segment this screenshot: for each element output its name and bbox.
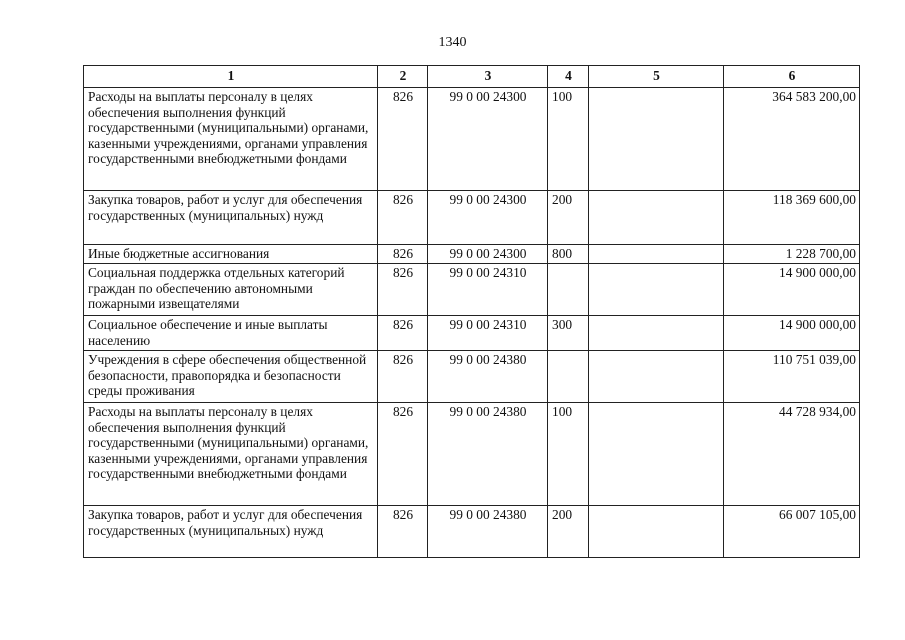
table-row [84,403,860,506]
row-name: Социальное обеспечение и иные выплаты населению [84,316,378,351]
row-col5 [589,506,724,558]
row-amount: 110 751 039,00 [724,351,860,403]
row-target-article: 99 0 00 24300 [428,191,548,245]
row-col5 [589,245,724,264]
row-target-article: 99 0 00 24300 [428,245,548,264]
row-code: 826 [378,316,428,351]
row-target-article: 99 0 00 24380 [428,506,548,558]
header-col-2: 2 [378,66,428,88]
header-col-6: 6 [724,66,860,88]
row-expense-type: 100 [548,403,589,506]
row-amount: 1 228 700,00 [724,245,860,264]
row-expense-type [548,351,589,403]
row-expense-type: 200 [548,506,589,558]
row-target-article: 99 0 00 24300 [428,88,548,191]
row-code: 826 [378,506,428,558]
row-expense-type: 100 [548,88,589,191]
row-name: Закупка товаров, работ и услуг для обеспечения государственных (муниципальных) нужд [84,506,378,558]
row-amount: 14 900 000,00 [724,316,860,351]
row-code: 826 [378,264,428,316]
row-code: 826 [378,245,428,264]
row-col5 [589,316,724,351]
table-row [84,506,860,558]
header-col-3: 3 [428,66,548,88]
table-row [84,351,860,403]
table-row [84,191,860,245]
budget-table [83,65,860,558]
row-code: 826 [378,403,428,506]
table-row [84,264,860,316]
row-col5 [589,191,724,245]
header-col-4: 4 [548,66,589,88]
row-amount: 44 728 934,00 [724,403,860,506]
row-amount: 118 369 600,00 [724,191,860,245]
row-expense-type: 200 [548,191,589,245]
row-amount: 66 007 105,00 [724,506,860,558]
row-name: Расходы на выплаты персоналу в целях обеспечения выполнения функций государственными (муниципальными) органами, казенными учреждениями, органами управления государственными внебюджетными фондами [84,403,378,506]
row-target-article: 99 0 00 24310 [428,316,548,351]
table-row [84,316,860,351]
row-target-article: 99 0 00 24380 [428,351,548,403]
header-col-1: 1 [84,66,378,88]
row-amount: 364 583 200,00 [724,88,860,191]
row-col5 [589,351,724,403]
row-name: Учреждения в сфере обеспечения общественной безопасности, правопорядка и безопасности среды проживания [84,351,378,403]
row-target-article: 99 0 00 24310 [428,264,548,316]
header-row [84,66,860,88]
row-code: 826 [378,88,428,191]
row-code: 826 [378,351,428,403]
row-amount: 14 900 000,00 [724,264,860,316]
row-col5 [589,88,724,191]
row-name: Иные бюджетные ассигнования [84,245,378,264]
header-col-5: 5 [589,66,724,88]
row-expense-type [548,264,589,316]
row-target-article: 99 0 00 24380 [428,403,548,506]
row-expense-type: 300 [548,316,589,351]
row-name: Социальная поддержка отдельных категорий граждан по обеспечению автономными пожарными извещателями [84,264,378,316]
row-code: 826 [378,191,428,245]
row-name: Закупка товаров, работ и услуг для обеспечения государственных (муниципальных) нужд [84,191,378,245]
row-col5 [589,403,724,506]
row-name: Расходы на выплаты персоналу в целях обеспечения выполнения функций государственными (муниципальными) органами, казенными учреждениями, органами управления государственными внебюджетными фондами [84,88,378,191]
page-number: 1340 [438,35,467,50]
row-col5 [589,264,724,316]
table-row [84,88,860,191]
table-row [84,245,860,264]
row-expense-type: 800 [548,245,589,264]
